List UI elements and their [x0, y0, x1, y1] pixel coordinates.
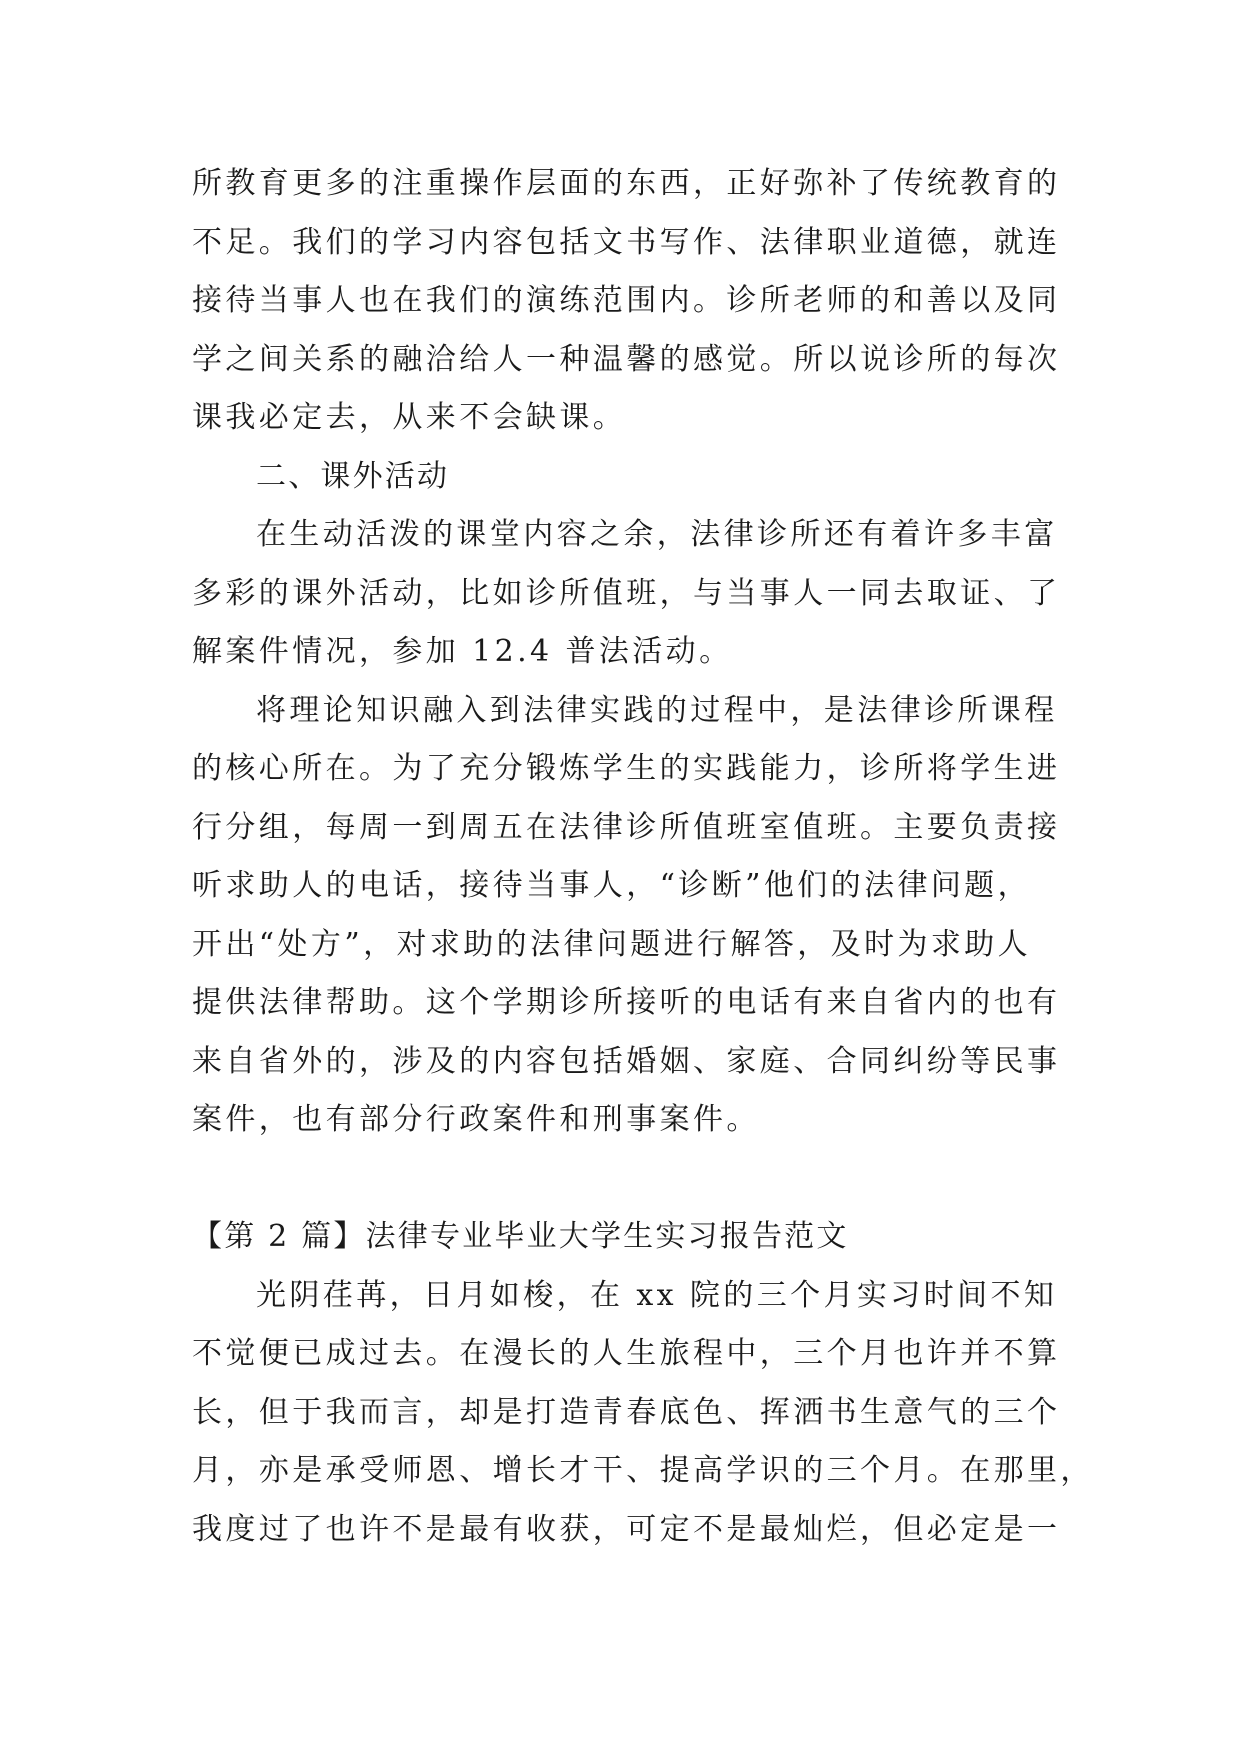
text-line: 我度过了也许不是最有收获，可定不是最灿烂，但必定是一 — [192, 1511, 1061, 1547]
document-body — [192, 155, 1094, 1559]
text-line: 所教育更多的注重操作层面的东西，正好弥补了传统教育的 — [192, 166, 1061, 201]
text-line: 不足。我们的学习内容包括文书写作、法律职业道德，就连 — [192, 224, 1061, 260]
text-line: 将理论知识融入到法律实践的过程中，是法律诊所课程 — [256, 692, 1058, 728]
paragraph-extracurricular — [192, 506, 1061, 682]
text-line: 来自省外的，涉及的内容包括婚姻、家庭、合同纠纷等民事 — [192, 1043, 1061, 1079]
text-line: 光阴荏苒，日月如梭，在 xx 院的三个月实习时间不知 — [256, 1277, 1058, 1313]
text-line: 长，但于我而言，却是打造青春底色、挥洒书生意气的三个 — [192, 1394, 1061, 1430]
text-line: 多彩的课外活动，比如诊所值班，与当事人一同去取证、了 — [192, 575, 1061, 611]
text-line: 月，亦是承受师恩、增长才干、提高学识的三个月。在那里， — [192, 1453, 1094, 1488]
paragraph-internship — [192, 1267, 1094, 1560]
section-heading: 二、课外活动 — [256, 458, 450, 494]
paragraph-practice — [192, 682, 1061, 1150]
text-line: 提供法律帮助。这个学期诊所接听的电话有来自省内的也有 — [192, 985, 1061, 1020]
article-title: 【第 2 篇】法律专业毕业大学生实习报告范文 — [192, 1219, 849, 1254]
text-line: 课我必定去，从来不会缺课。 — [192, 400, 627, 435]
text-line: 不觉便已成过去。在漫长的人生旅程中，三个月也许并不算 — [192, 1336, 1061, 1371]
blank-line — [192, 1150, 1058, 1209]
text-line: 解案件情况，参加 12.4 普法活动。 — [192, 634, 733, 669]
text-line: 接待当事人也在我们的演练范围内。诊所老师的和善以及同 — [192, 283, 1061, 318]
text-line: 的核心所在。为了充分锻炼学生的实践能力，诊所将学生进 — [192, 751, 1061, 786]
text-line: 听求助人的电话，接待当事人，“诊断”他们的法律问题， — [192, 868, 1032, 903]
text-line: 学之间关系的融洽给人一种温馨的感觉。所以说诊所的每次 — [192, 341, 1061, 377]
text-line: 行分组，每周一到周五在法律诊所值班室值班。主要负责接 — [192, 809, 1061, 845]
paragraph-continuation — [192, 155, 1061, 448]
text-line: 开出“处方”，对求助的法律问题进行解答，及时为求助人 — [192, 926, 1032, 962]
text-line: 在生动活泼的课堂内容之余，法律诊所还有着许多丰富 — [256, 517, 1058, 552]
text-line: 案件，也有部分行政案件和刑事案件。 — [192, 1102, 760, 1137]
